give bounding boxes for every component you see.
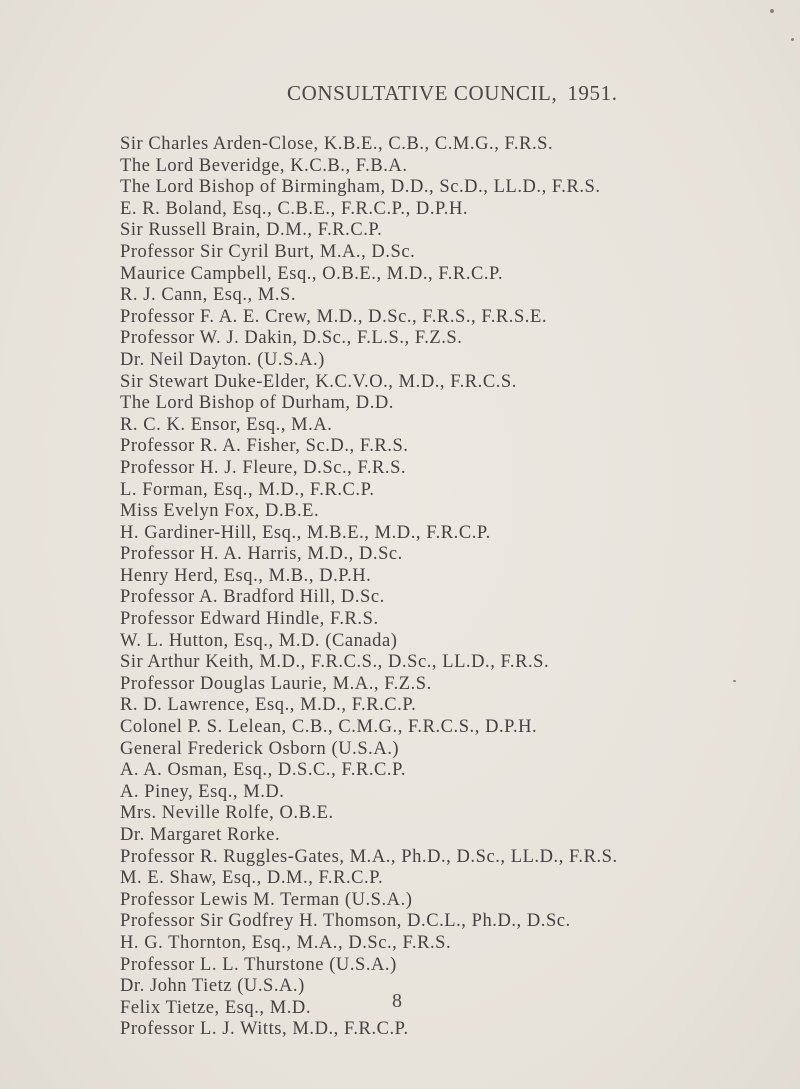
list-item: Professor Edward Hindle, F.R.S. [120, 609, 379, 630]
list-item: L. Forman, Esq., M.D., F.R.C.P. [120, 479, 375, 500]
list-item: R. C. K. Ensor, Esq., M.A. [120, 414, 333, 435]
paper-speck [770, 9, 774, 13]
list-item: Henry Herd, Esq., M.B., D.P.H. [120, 565, 372, 586]
list-item: Sir Arthur Keith, M.D., F.R.C.S., D.Sc., LL.D., F.R.S. [120, 652, 550, 673]
list-item: W. L. Hutton, Esq., M.D. (Canada) [120, 630, 398, 651]
list-item: Professor Sir Cyril Burt, M.A., D.Sc. [120, 241, 416, 262]
list-item: Professor A. Bradford Hill, D.Sc. [120, 587, 385, 608]
list-item: Professor R. Ruggles-Gates, M.A., Ph.D., D.Sc., LL.D., F.R.S. [120, 846, 618, 867]
list-item: The Lord Beveridge, K.C.B., F.B.A. [120, 155, 408, 176]
list-item: Dr. John Tietz (U.S.A.) [120, 976, 305, 997]
list-item: Dr. Margaret Rorke. [120, 825, 281, 845]
list-item: Professor H. A. Harris, M.D., D.Sc. [120, 544, 403, 565]
list-item: Sir Charles Arden-Close, K.B.E., C.B., C.M.G., F.R.S. [120, 134, 554, 154]
list-item: Professor L. L. Thurstone (U.S.A.) [120, 954, 397, 975]
paper-speck [733, 680, 736, 682]
list-item: H. Gardiner-Hill, Esq., M.B.E., M.D., F.R.C.P. [120, 522, 491, 543]
list-item: General Frederick Osborn (U.S.A.) [120, 738, 400, 759]
page-title-year: 1951. [567, 81, 618, 105]
list-item: Maurice Campbell, Esq., O.B.E., M.D., F.R.C.P. [120, 263, 504, 284]
list-item: Professor Sir Godfrey H. Thomson, D.C.L., Ph.D., D.Sc. [120, 911, 571, 932]
list-item: Professor L. J. Witts, M.D., F.R.C.P. [120, 1019, 409, 1040]
list-item: Miss Evelyn Fox, D.B.E. [120, 501, 320, 522]
list-item: R. J. Cann, Esq., M.S. [120, 285, 297, 306]
list-item: Sir Stewart Duke-Elder, K.C.V.O., M.D., F.R.C.S. [120, 371, 517, 392]
list-item: The Lord Bishop of Birmingham, D.D., Sc.D., LL.D., F.R.S. [120, 177, 601, 198]
list-item: Colonel P. S. Lelean, C.B., C.M.G., F.R.C.S., D.P.H. [120, 717, 538, 738]
list-item: Sir Russell Brain, D.M., F.R.C.P. [120, 220, 383, 241]
council-member-list [120, 134, 618, 1041]
list-item: H. G. Thornton, Esq., M.A., D.Sc., F.R.S. [120, 932, 452, 953]
list-item: E. R. Boland, Esq., C.B.E., F.R.C.P., D.P.H. [120, 198, 469, 219]
page-title-text: CONSULTATIVE COUNCIL, [287, 81, 558, 105]
paper-speck [791, 38, 794, 41]
list-item: Professor R. A. Fisher, Sc.D., F.R.S. [120, 436, 409, 457]
list-item: Professor Lewis M. Terman (U.S.A.) [120, 889, 413, 910]
list-item: Professor W. J. Dakin, D.Sc., F.L.S., F.Z.S. [120, 328, 463, 349]
list-item: Professor H. J. Fleure, D.Sc., F.R.S. [120, 457, 407, 478]
list-item: A. Piney, Esq., M.D. [120, 781, 285, 802]
list-item: R. D. Lawrence, Esq., M.D., F.R.C.P. [120, 695, 417, 716]
page-title [287, 81, 618, 106]
list-item: Professor F. A. E. Crew, M.D., D.Sc., F.R.S., F.R.S.E. [120, 306, 547, 327]
list-item: A. A. Osman, Esq., D.S.C., F.R.C.P. [120, 760, 407, 781]
list-item: Dr. Neil Dayton. (U.S.A.) [120, 349, 325, 370]
list-item: M. E. Shaw, Esq., D.M., F.R.C.P. [120, 868, 384, 889]
list-item: The Lord Bishop of Durham, D.D. [120, 393, 394, 414]
list-item: Mrs. Neville Rolfe, O.B.E. [120, 803, 334, 824]
page-number: 8 [392, 990, 402, 1012]
list-item: Professor Douglas Laurie, M.A., F.Z.S. [120, 673, 432, 694]
list-item: Felix Tietze, Esq., M.D. [120, 997, 312, 1018]
